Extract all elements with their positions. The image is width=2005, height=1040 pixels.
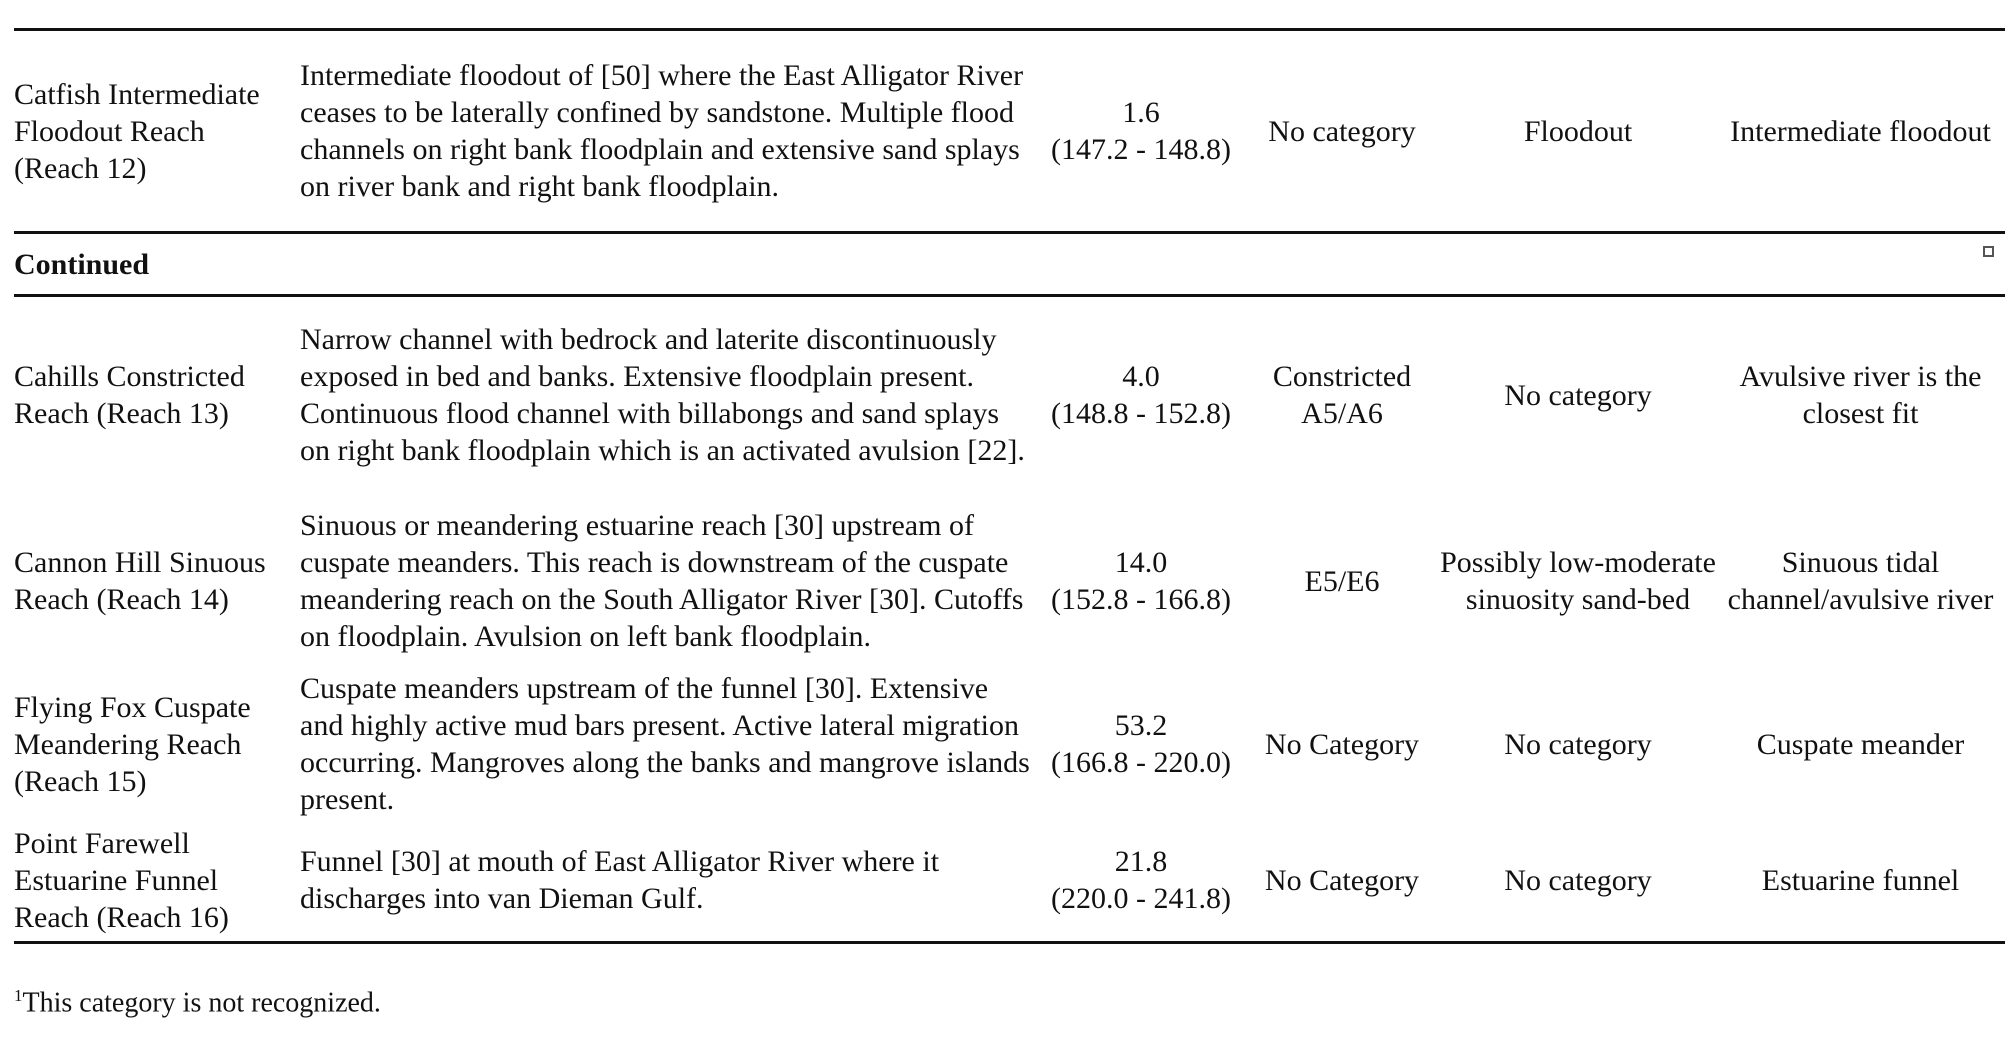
table-row xyxy=(14,669,2005,819)
table-row xyxy=(14,493,2005,669)
reach-length-range: (152.8 - 166.8) xyxy=(1051,583,1231,616)
footnote-marker: 1 xyxy=(14,986,23,1005)
reach-length-cell xyxy=(1038,819,1244,943)
reach-length-value: 14.0 xyxy=(1114,546,1168,579)
reach-description-cell: Sinuous or meandering estuarine reach [30] upstream of cuspate meanders. This reach is downstream of the cuspate meandering reach on the South Alligator River [30]. Cutoffs on floodplain. Avulsion on left bank floodplain. xyxy=(300,509,1024,653)
reach-description-cell: Narrow channel with bedrock and laterite discontinuously exposed in bed and banks. Extensive floodplain present. Continuous flood channel with billabongs and sand splays on right bank floodplain which is an activated avulsion [22]. xyxy=(300,323,1025,467)
table-anchor-handle[interactable] xyxy=(1983,246,1994,257)
other-category-cell: Estuarine funnel xyxy=(1716,819,2005,943)
reach-length-value: 53.2 xyxy=(1114,709,1168,742)
reach-length-cell xyxy=(1038,296,1244,494)
reach-length-range: (148.8 - 152.8) xyxy=(1051,397,1231,430)
reach-name-cell: Cannon Hill Sinuous Reach (Reach 14) xyxy=(14,546,266,616)
reach-description-cell: Cuspate meanders upstream of the funnel [30]. Extensive and highly active mud bars present. Active lateral migration occurring. Mangroves along the banks and mangrove islands present. xyxy=(300,672,1030,816)
other-category-cell: Avulsive river is the closest fit xyxy=(1739,360,1982,430)
reach-length-cell xyxy=(1038,30,1244,233)
reach-classification-table xyxy=(14,28,2005,944)
table-row xyxy=(14,819,2005,943)
nanson-category-cell: Possibly low-moderate sinuosity sand-bed xyxy=(1440,546,1716,616)
reach-length-value: 21.8 xyxy=(1114,845,1168,878)
nanson-category-cell: No category xyxy=(1504,378,1652,412)
other-category-cell: Cuspate meander xyxy=(1756,727,1965,761)
reach-length-range: (166.8 - 220.0) xyxy=(1051,746,1231,779)
other-category-cell: Intermediate floodout xyxy=(1716,30,2005,233)
nanson-category-cell: Floodout xyxy=(1440,30,1716,233)
reach-length-range: (220.0 - 241.8) xyxy=(1051,882,1231,915)
reach-name-cell: Catfish Intermediate Floodout Reach (Reach 12) xyxy=(14,30,300,233)
reach-name-cell: Flying Fox Cuspate Meandering Reach (Reach 15) xyxy=(14,690,251,798)
continued-label: Continued xyxy=(14,233,2005,296)
reach-description-cell: Intermediate floodout of [50] where the East Alligator River ceases to be laterally confined by sandstone. Multiple flood channels on right bank floodplain and extensive sand splays on river bank and right bank floodplain. xyxy=(300,30,1038,233)
reach-length-cell xyxy=(1038,493,1244,669)
footnote-text: This category is not recognized. xyxy=(22,987,381,1019)
reach-name-cell: Cahills Constricted Reach (Reach 13) xyxy=(14,360,245,430)
table-row xyxy=(14,30,2005,233)
rosgen-category-cell: E5/E6 xyxy=(1304,564,1380,598)
rosgen-category-cell: Constricted A5/A6 xyxy=(1272,360,1412,430)
rosgen-category-cell: No category xyxy=(1244,30,1440,233)
reach-description-cell: Funnel [30] at mouth of East Alligator River where it discharges into van Dieman Gulf. xyxy=(300,819,1038,943)
nanson-category-cell: No category xyxy=(1440,819,1716,943)
reach-length-range: (147.2 - 148.8) xyxy=(1051,133,1231,166)
other-category-cell: Sinuous tidal channel/avulsive river xyxy=(1727,546,1994,616)
reach-length-value: 1.6 xyxy=(1122,96,1160,129)
rosgen-category-cell: No Category xyxy=(1264,727,1420,761)
nanson-category-cell: No category xyxy=(1504,727,1652,761)
reach-length-value: 4.0 xyxy=(1122,360,1160,393)
reach-length-cell xyxy=(1038,669,1244,819)
table-footnote xyxy=(14,986,381,1019)
reach-name-cell: Point Farewell Estuarine Funnel Reach (Reach 16) xyxy=(14,819,300,943)
table-row xyxy=(14,296,2005,494)
continued-row xyxy=(14,233,2005,296)
rosgen-category-cell: No Category xyxy=(1244,819,1440,943)
table-wrapper xyxy=(14,28,1994,944)
